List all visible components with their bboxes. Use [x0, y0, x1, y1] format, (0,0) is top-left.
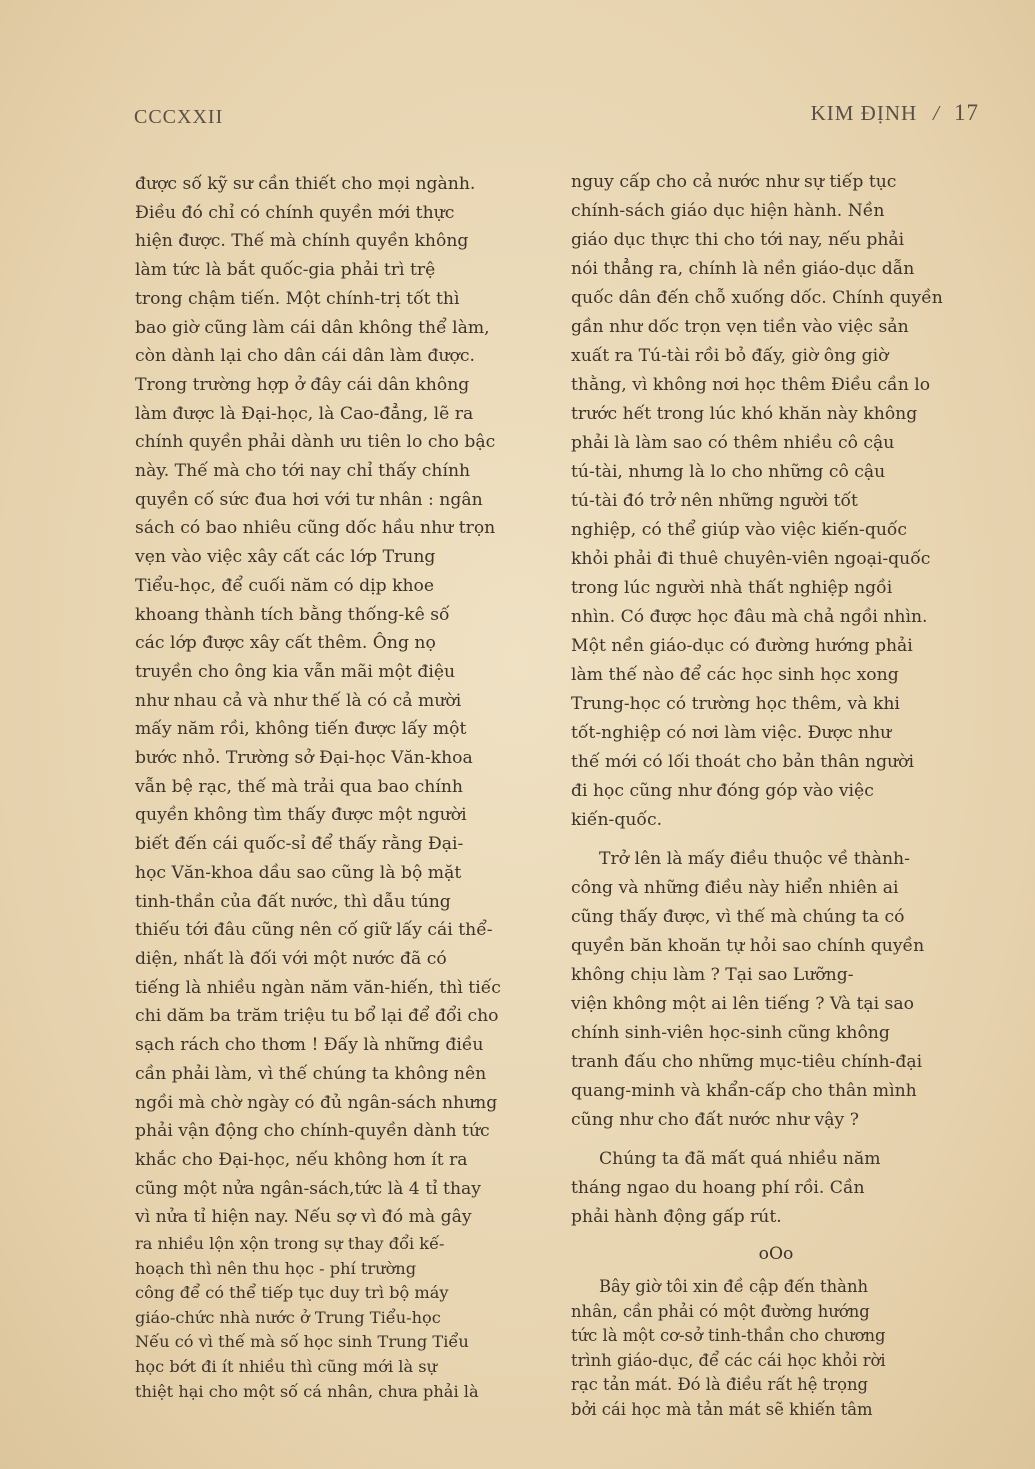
page-number: 17	[954, 100, 979, 125]
text-line: Một nền giáo-dục có đường hướng phải	[571, 636, 913, 656]
text-line: khỏi phải đi thuê chuyên-viên ngoại-quốc	[571, 549, 931, 569]
text-line: gần như dốc trọn vẹn tiền vào việc sản	[571, 317, 909, 337]
text-line: chính quyền phải dành ưu tiên lo cho bậc	[135, 432, 496, 453]
text-line: tháng ngao du hoang phí rồi. Cần	[571, 1178, 865, 1198]
paragraph-4	[571, 1275, 981, 1422]
paragraph-1	[571, 168, 981, 835]
text-line: vẫn bệ rạc, thế mà trải qua bao chính	[135, 776, 463, 797]
text-line: tinh-thần của đất nước, thì dẫu túng	[135, 891, 451, 912]
text-line: tốt-nghiệp có nơi làm việc. Được như	[571, 723, 892, 743]
text-line: truyền cho ông kia vẫn mãi một điệu	[135, 661, 456, 682]
text-line: mấy năm rồi, không tiến được lấy một	[135, 719, 467, 740]
text-line: Nếu có vì thế mà số học sinh Trung Tiểu	[135, 1332, 469, 1352]
text-line: cũng một nửa ngân-sách,tức là 4 tỉ thay	[135, 1178, 481, 1199]
text-line: phải là làm sao có thêm nhiều cô cậu	[571, 433, 895, 453]
text-line: cần phải làm, vì thế chúng ta không nên	[135, 1063, 487, 1084]
text-line: Điều đó chỉ có chính quyền mới thực	[135, 202, 455, 223]
text-line: hiện được. Thế mà chính quyền không	[135, 231, 469, 252]
text-line: quyền không tìm thấy được một người	[135, 805, 467, 826]
text-line: học Văn-khoa dầu sao cũng là bộ mặt	[135, 862, 462, 883]
text-line: bao giờ cũng làm cái dân không thể làm,	[135, 317, 490, 338]
text-line: rạc tản mát. Đó là điều rất hệ trọng	[571, 1375, 869, 1394]
text-line: ra nhiều lộn xộn trong sự thay đổi kế-	[135, 1234, 445, 1254]
text-line: Bây giờ tôi xin đề cập đến thành	[599, 1277, 869, 1296]
text-line: thằng, vì không nơi học thêm Điều cần lo	[571, 375, 931, 395]
ornament-divider: oOo	[758, 1244, 794, 1264]
text-line: khắc cho Đại-học, nếu không hơn ít ra	[135, 1149, 468, 1170]
text-line: bước nhỏ. Trường sở Đại-học Văn-khoa	[135, 748, 473, 769]
text-line: trong chậm tiến. Một chính-trị tốt thì	[135, 288, 460, 309]
text-line: nghiệp, có thể giúp vào việc kiến-quốc	[571, 520, 908, 540]
text-line: các lớp được xây cất thêm. Ông nọ	[135, 633, 436, 654]
text-line: diện, nhất là đối với một nước đã có	[135, 948, 447, 969]
text-line: làm tức là bắt quốc-gia phải trì trệ	[135, 260, 436, 281]
text-line: nhìn. Có được học đâu mà chả ngồi nhìn.	[571, 607, 928, 627]
text-line: cũng như cho đất nước như vậy ?	[571, 1110, 859, 1130]
text-line: hoạch thì nên thu học - phí trường	[135, 1258, 417, 1278]
right-column	[571, 168, 981, 1422]
text-line: nhân, cần phải có một đường hướng	[571, 1301, 870, 1321]
paragraph-2	[571, 845, 981, 1135]
text-line: thiệt hại cho một số cá nhân, chưa phải là	[135, 1381, 479, 1401]
text-line: quang-minh và khẩn-cấp cho thân mình	[571, 1081, 917, 1101]
text-line: kiến-quốc.	[571, 810, 663, 830]
text-line: đi học cũng như đóng góp vào việc	[571, 781, 874, 801]
text-line: còn dành lại cho dân cái dân làm được.	[135, 346, 475, 367]
text-line: Trung-học có trường học thêm, và khi	[571, 694, 900, 714]
text-line: công và những điều này hiển nhiên ai	[571, 878, 899, 898]
page-header	[134, 100, 979, 130]
paragraph-3	[571, 1145, 981, 1232]
text-line: này. Thế mà cho tới nay chỉ thấy chính	[135, 461, 471, 482]
text-line: quốc dân đến chỗ xuống dốc. Chính quyền	[571, 288, 943, 308]
text-line: trước hết trong lúc khó khăn này không	[571, 404, 918, 424]
text-line: trình giáo-dục, để các cái học khỏi rời	[571, 1350, 886, 1370]
text-line: giáo-chức nhà nước ở Trung Tiểu-học	[135, 1307, 441, 1327]
text-line: phải vận động cho chính-quyền dành tức	[135, 1121, 490, 1142]
text-line: như nhau cả và như thế là có cả mười	[135, 690, 462, 711]
text-line: Trong trường hợp ở đây cái dân không	[135, 374, 470, 395]
text-line: được số kỹ sư cần thiết cho mọi ngành.	[135, 174, 476, 194]
text-line: tranh đấu cho những mục-tiêu chính-đại	[571, 1052, 923, 1072]
text-line: vẹn vào việc xây cất các lớp Trung	[135, 547, 436, 568]
text-line: chi dăm ba trăm triệu tu bổ lại để đổi cho	[135, 1006, 499, 1027]
header-separator: /	[933, 101, 940, 125]
text-line: Chúng ta đã mất quá nhiều năm	[599, 1149, 881, 1169]
text-line: giáo dục thực thi cho tới nay, nếu phải	[571, 230, 905, 250]
text-line: quyền cố sức đua hơi với tư nhân : ngân	[135, 489, 483, 510]
author-name: KIM ĐỊNH	[810, 101, 918, 125]
text-line: sạch rách cho thơm ! Đấy là những điều	[135, 1035, 484, 1056]
text-line: thế mới có lối thoát cho bản thân người	[571, 752, 915, 772]
text-line: tức là một cơ-sở tinh-thần cho chương	[571, 1326, 886, 1345]
text-line: công để có thể tiếp tục duy trì bộ máy	[135, 1283, 449, 1303]
text-line: viện không một ai lên tiếng ? Và tại sao	[571, 994, 914, 1014]
text-line: bởi cái học mà tản mát sẽ khiến tâm	[571, 1399, 873, 1419]
running-head	[811, 100, 979, 126]
text-line: trong lúc người nhà thất nghiệp ngồi	[571, 578, 893, 598]
text-line: làm được là Đại-học, là Cao-đẳng, lẽ ra	[135, 403, 474, 424]
text-line: chính-sách giáo dục hiện hành. Nền	[571, 201, 885, 221]
text-line: khoang thành tích bằng thống-kê số	[135, 604, 450, 625]
text-line: ngồi mà chờ ngày có đủ ngân-sách nhưng	[135, 1092, 498, 1113]
roman-numeral: CCCXXII	[134, 106, 224, 128]
text-line: phải hành động gấp rút.	[571, 1207, 782, 1227]
text-line: Tiểu-học, để cuối năm có dịp khoe	[135, 575, 435, 596]
text-line: Trở lên là mấy điều thuộc về thành-	[599, 849, 910, 869]
text-line: chính sinh-viên học-sinh cũng không	[571, 1023, 890, 1043]
left-column	[135, 170, 545, 1404]
text-line: quyền băn khoăn tự hỏi sao chính quyền	[571, 936, 925, 956]
text-line: xuất ra Tú-tài rồi bỏ đấy, giờ ông giờ	[571, 346, 889, 366]
text-line: tiếng là nhiều ngàn năm văn-hiến, thì tiếc	[135, 977, 501, 998]
text-line: nói thẳng ra, chính là nền giáo-dục dẫn	[571, 259, 915, 279]
text-line: sách có bao nhiêu cũng dốc hầu như trọn	[135, 518, 496, 539]
text-line: tú-tài, nhưng là lo cho những cô cậu	[571, 462, 886, 482]
text-line: cũng thấy được, vì thế mà chúng ta có	[571, 907, 905, 927]
text-line: vì nửa tỉ hiện nay. Nếu sợ vì đó mà gây	[135, 1207, 472, 1228]
text-line: biết đến cái quốc-sỉ để thấy rằng Đại-	[135, 834, 464, 855]
text-line: không chịu làm ? Tại sao Lưỡng-	[571, 965, 854, 985]
text-line: nguy cấp cho cả nước như sự tiếp tục	[571, 172, 897, 192]
text-line: tú-tài đó trở nên những người tốt	[571, 491, 858, 511]
text-line: thiếu tới đâu cũng nên cố giữ lấy cái thể-	[135, 920, 493, 941]
text-line: làm thế nào để các học sinh học xong	[571, 665, 899, 685]
text-line: học bớt đi ít nhiều thì cũng mới là sự	[135, 1356, 438, 1376]
